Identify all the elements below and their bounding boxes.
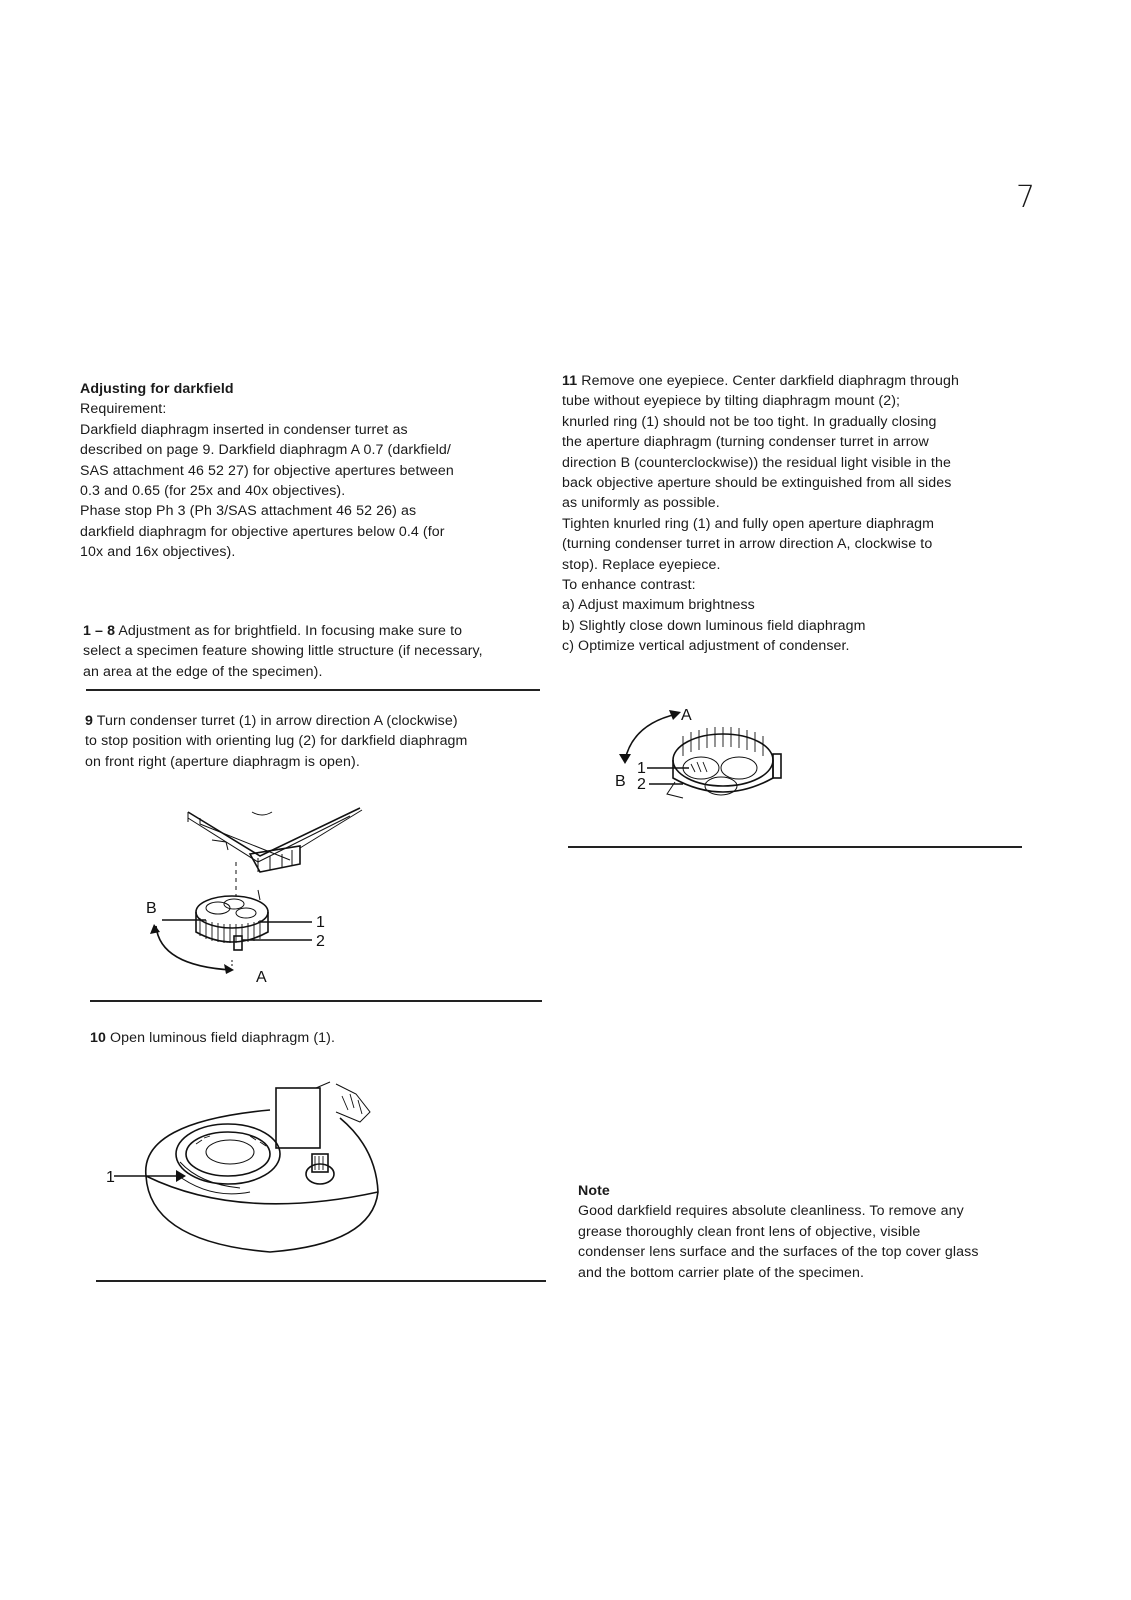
step-text: Turn condenser turret (1) in arrow direction A (clockwise) (93, 713, 458, 729)
condenser-turret-figure (140, 800, 380, 990)
label-2: 2 (637, 776, 646, 793)
requirement-line: darkfield diaphragm for objective apertures below 0.4 (for (80, 523, 445, 540)
note-text: and the bottom carrier plate of the specimen. (578, 1264, 865, 1281)
step-text: select a specimen feature showing little structure (if necessary, (83, 643, 483, 660)
requirement-line: described on page 9. Darkfield diaphragm A 0.7 (darkfield/ (80, 442, 451, 459)
label-2: 2 (316, 933, 325, 950)
page-number: 7 (1016, 180, 1036, 215)
requirement-line: 10x and 16x objectives). (80, 544, 236, 561)
step-text: Open luminous field diaphragm (1). (105, 1030, 336, 1046)
divider (96, 1280, 546, 1282)
step-text: knurled ring (1) should not be too tight. In gradually closing (562, 413, 937, 430)
section-title: Adjusting for darkfield (80, 381, 234, 397)
step-number: 10 (90, 1030, 106, 1046)
step-text: a) Adjust maximum brightness (562, 597, 755, 614)
step-11 (562, 371, 1032, 657)
step-1-8 (83, 621, 543, 682)
step-number: 1 – 8 (83, 623, 116, 639)
divider (568, 846, 1022, 848)
label-1: 1 (637, 760, 646, 777)
note-block (578, 1181, 1038, 1283)
step-text: an area at the edge of the specimen). (83, 663, 323, 680)
step-text: on front right (aperture diaphragm is open). (85, 753, 360, 770)
requirement-line: SAS attachment 46 52 27) for objective apertures between (80, 462, 454, 479)
step-text: Adjustment as for brightfield. In focusing make sure to (115, 623, 463, 639)
note-text: Good darkfield requires absolute cleanliness. To remove any (578, 1203, 964, 1220)
label-1: 1 (106, 1169, 115, 1186)
requirement-block (80, 379, 540, 563)
label-a: A (681, 707, 692, 724)
label-a: A (256, 969, 267, 986)
darkfield-centering-figure (605, 702, 805, 822)
label-b: B (615, 773, 626, 790)
step-text: Remove one eyepiece. Center darkfield diaphragm through (577, 373, 959, 389)
label-b: B (146, 900, 157, 917)
step-text: Tighten knurled ring (1) and fully open aperture diaphragm (562, 515, 934, 532)
step-number: 9 (85, 713, 93, 729)
step-9 (85, 711, 545, 772)
step-text: the aperture diaphragm (turning condenser turret in arrow (562, 434, 929, 451)
step-number: 11 (562, 373, 578, 389)
step-text: c) Optimize vertical adjustment of condenser. (562, 638, 850, 655)
divider (90, 1000, 542, 1002)
divider (86, 689, 540, 691)
note-text: grease thoroughly clean front lens of objective, visible (578, 1223, 921, 1240)
step-text: tube without eyepiece by tilting diaphragm mount (2); (562, 393, 901, 410)
requirement-line: Darkfield diaphragm inserted in condenser turret as (80, 421, 408, 438)
step-text: b) Slightly close down luminous field diaphragm (562, 617, 866, 634)
note-title: Note (578, 1183, 610, 1199)
requirement-line: Phase stop Ph 3 (Ph 3/SAS attachment 46 52 26) as (80, 503, 417, 520)
step-text: to stop position with orienting lug (2) for darkfield diaphragm (85, 733, 468, 750)
requirement-line: 0.3 and 0.65 (for 25x and 40x objectives). (80, 483, 346, 500)
step-text: as uniformly as possible. (562, 495, 720, 512)
step-text: stop). Replace eyepiece. (562, 556, 721, 573)
step-text: To enhance contrast: (562, 577, 696, 594)
microscope-base-figure (100, 1082, 400, 1262)
requirement-label: Requirement: (80, 401, 167, 418)
step-text: back objective aperture should be extinguished from all sides (562, 475, 952, 492)
label-1: 1 (316, 914, 325, 931)
note-text: condenser lens surface and the surfaces of the top cover glass (578, 1244, 979, 1261)
step-text: direction B (counterclockwise)) the residual light visible in the (562, 454, 951, 471)
step-10 (90, 1028, 550, 1048)
step-text: (turning condenser turret in arrow direction A, clockwise to (562, 536, 933, 553)
